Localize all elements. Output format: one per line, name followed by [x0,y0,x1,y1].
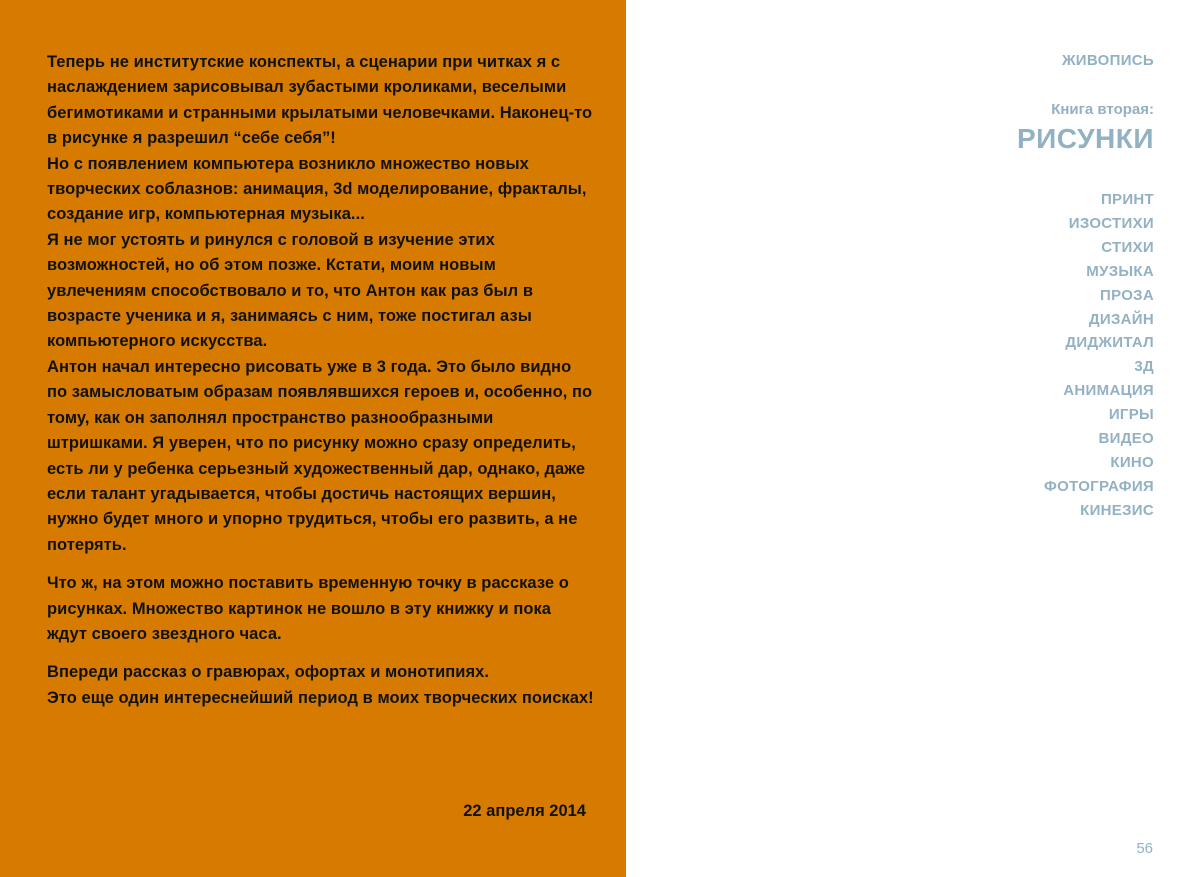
menu-item-design[interactable]: ДИЗАЙН [1088,310,1154,328]
menu-item-prose[interactable]: ПРОЗА [1100,286,1154,304]
menu-item-games[interactable]: ИГРЫ [1108,406,1154,424]
paragraph: Впереди рассказ о гравюрах, офортах и монотипиях. [47,663,490,682]
body-text [47,50,595,711]
menu-item-poems[interactable]: СТИХИ [1101,238,1154,256]
menu-item-cinema[interactable]: КИНО [1110,453,1154,471]
paragraph: Что ж, на этом можно поставить временную точку в рассказе о рисунках. Множество картинок не вошло в эту книжку и пока ждут своего звездного часа. [47,574,569,643]
paragraph: Я не мог устоять и ринулся с головой в изучение этих возможностей, но об этом позже. Кстати, моим новым увлечениям способствовало и то, что Антон как раз был в возрасте ученика и я, занимаясь с ним, тоже постигал азы компьютерного искусства. [47,230,534,351]
book-title: РИСУНКИ [1016,123,1154,154]
navigation-panel [626,0,1200,877]
paragraph: Теперь не институтские конспекты, а сценарии при читках я с наслаждением зарисовывал зубастыми кроликами, веселыми бегимотиками и странными крылатыми человечками. Наконец-то в рисунке я разрешил “себе себя”! [47,53,593,148]
date-label: 22 апреля 2014 [463,802,586,820]
section-menu [1044,188,1154,523]
nav-link-painting[interactable]: ЖИВОПИСЬ [1061,52,1154,69]
menu-item-print[interactable]: ПРИНТ [1100,191,1154,208]
menu-item-3d[interactable]: 3Д [1134,358,1154,376]
menu-item-animation[interactable]: АНИМАЦИЯ [1063,382,1154,400]
menu-item-kinesis[interactable]: КИНЕЗИС [1080,501,1154,519]
book-subtitle: Книга вторая: [1051,101,1154,118]
menu-item-video[interactable]: ВИДЕО [1098,430,1154,448]
menu-item-photography[interactable]: ФОТОГРАФИЯ [1044,477,1154,495]
menu-item-music[interactable]: МУЗЫКА [1086,262,1154,280]
menu-item-digital[interactable]: ДИДЖИТАЛ [1065,334,1154,352]
paragraph: Но с появлением компьютера возникло множество новых творческих соблазнов: анимация, 3d моделирование, фракталы, создание игр, компьютерная музыка... [47,154,587,224]
paragraph: Антон начал интересно рисовать уже в 3 года. Это было видно по замысловатым образам появлявшихся героев и, особенно, по тому, как он заполнял пространство разнообразными штришками. Я уверен, что по рисунку можно сразу определить, есть ли у ребенка серьезный художественный дар, однако, даже если талант угадывается, чтобы достичь настоящих вершин, нужно будет много и упорно трудиться, чтобы его развить, а не потерять. [47,357,593,554]
paragraph: Это еще один интереснейший период в моих творческих поисках! [47,688,594,707]
menu-item-izostikhi[interactable]: ИЗОСТИХИ [1068,214,1154,232]
page-number: 56 [1136,840,1153,857]
